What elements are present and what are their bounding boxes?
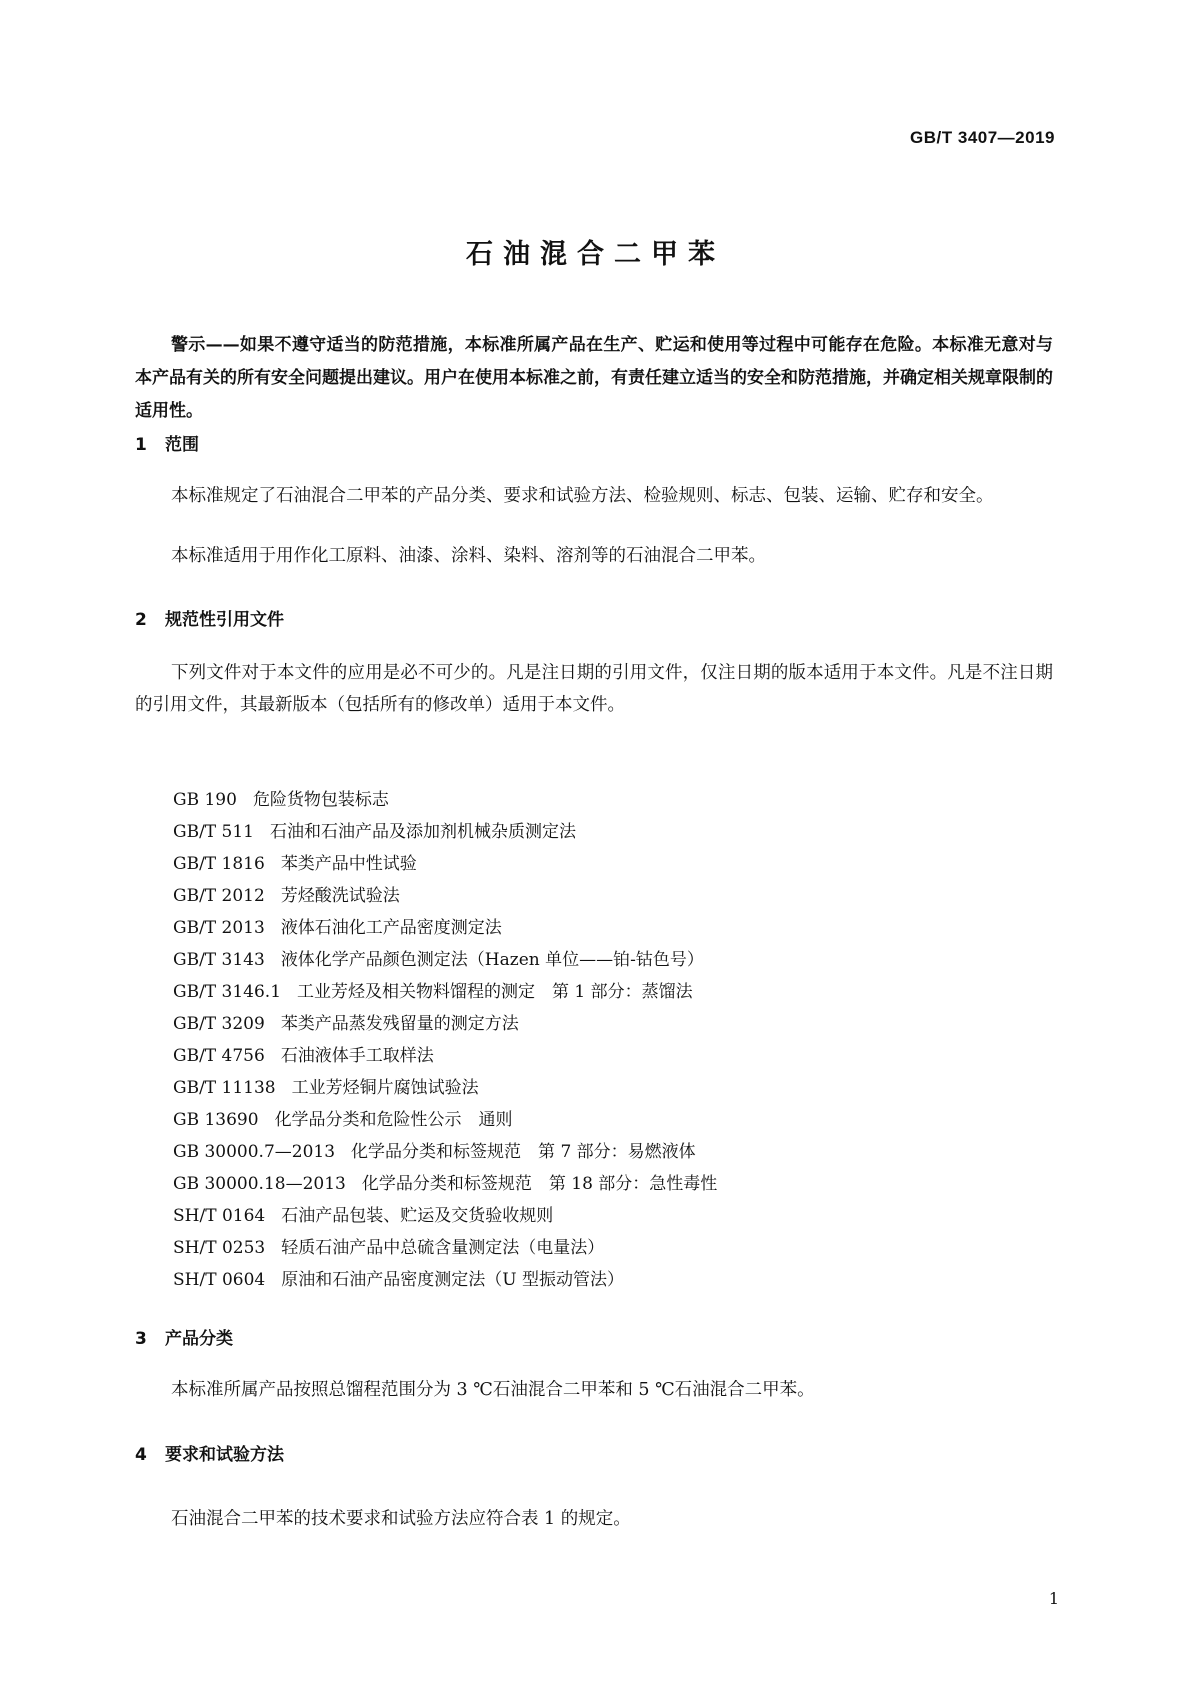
reference-title: 危险货物包装标志 [252, 790, 389, 810]
reference-code: SH/T 0604 [173, 1270, 266, 1290]
classification-paragraph: 本标准所属产品按照总馏程范围分为 3 ℃石油混合二甲苯和 5 ℃石油混合二甲苯。 [171, 1380, 815, 1400]
section-heading-scope [135, 430, 199, 455]
reference-item [173, 848, 717, 880]
requirements-paragraph: 石油混合二甲苯的技术要求和试验方法应符合表 1 的规定。 [171, 1509, 631, 1529]
reference-title: 苯类产品蒸发残留量的测定方法 [280, 1014, 519, 1034]
section-heading-requirements [135, 1440, 284, 1465]
section-number: 2 [135, 610, 147, 630]
reference-code: GB/T 2013 [173, 918, 265, 938]
reference-title: 化学品分类和标签规范 第 18 部分：急性毒性 [361, 1174, 718, 1194]
reference-title: 液体化学产品颜色测定法（Hazen 单位——铂-钴色号） [280, 950, 704, 970]
reference-item [173, 784, 717, 816]
section-heading-normative-references [135, 605, 284, 630]
reference-code: SH/T 0164 [173, 1206, 266, 1226]
reference-title: 轻质石油产品中总硫含量测定法（电量法） [281, 1238, 605, 1258]
reference-title: 苯类产品中性试验 [280, 854, 417, 874]
reference-code: GB/T 1816 [173, 854, 265, 874]
reference-item [173, 1200, 717, 1232]
reference-item [173, 1104, 717, 1136]
page-number: 1 [1048, 1589, 1059, 1608]
reference-item [173, 1168, 717, 1200]
reference-item [173, 1072, 717, 1104]
reference-list [173, 784, 717, 1296]
reference-title: 石油液体手工取样法 [280, 1046, 434, 1066]
reference-code: GB/T 3209 [173, 1014, 265, 1034]
section-number: 3 [135, 1329, 147, 1349]
reference-code: GB/T 4756 [173, 1046, 265, 1066]
scope-paragraph-1: 本标准规定了石油混合二甲苯的产品分类、要求和试验方法、检验规则、标志、包装、运输、贮存和安全。 [171, 486, 994, 506]
reference-title: 化学品分类和危险性公示 通则 [274, 1110, 513, 1130]
reference-item [173, 816, 717, 848]
reference-title: 化学品分类和标签规范 第 7 部分：易燃液体 [351, 1142, 696, 1162]
reference-item [173, 880, 717, 912]
reference-code: GB/T 3146.1 [173, 982, 282, 1002]
reference-code: GB/T 3143 [173, 950, 265, 970]
reference-code: SH/T 0253 [173, 1238, 266, 1258]
section-number: 1 [135, 435, 147, 455]
scope-paragraph-2: 本标准适用于用作化工原料、油漆、涂料、染料、溶剂等的石油混合二甲苯。 [171, 546, 766, 566]
reference-item [173, 944, 717, 976]
section-title: 产品分类 [165, 1329, 233, 1349]
reference-title: 芳烃酸洗试验法 [280, 886, 400, 906]
reference-title: 石油产品包装、贮运及交货验收规则 [281, 1206, 554, 1226]
warning-notice: 警示——如果不遵守适当的防范措施，本标准所属产品在生产、贮运和使用等过程中可能存在危险。本标准无意对与本产品有关的所有安全问题提出建议。用户在使用本标准之前，有责任建立适当的安全和防范措施，并确定相关规章限制的适用性。 [135, 335, 1053, 421]
reference-item [173, 976, 717, 1008]
reference-title: 工业芳烃及相关物料馏程的测定 第 1 部分：蒸馏法 [297, 982, 693, 1002]
section-heading-product-classification [135, 1324, 233, 1349]
reference-code: GB 30000.18—2013 [173, 1174, 346, 1194]
reference-item [173, 1008, 717, 1040]
section-title: 范围 [165, 435, 199, 455]
reference-code: GB/T 11138 [173, 1078, 276, 1098]
reference-code: GB 190 [173, 790, 237, 810]
standard-code: GB/T 3407—2019 [910, 128, 1055, 147]
reference-title: 工业芳烃铜片腐蚀试验法 [291, 1078, 479, 1098]
reference-item [173, 912, 717, 944]
reference-code: GB/T 511 [173, 822, 254, 842]
reference-item [173, 1232, 717, 1264]
reference-title: 原油和石油产品密度测定法（U 型振动管法） [281, 1270, 624, 1290]
reference-code: GB 13690 [173, 1110, 259, 1130]
reference-item [173, 1040, 717, 1072]
reference-title: 石油和石油产品及添加剂机械杂质测定法 [270, 822, 576, 842]
references-intro-paragraph: 下列文件对于本文件的应用是必不可少的。凡是注日期的引用文件，仅注日期的版本适用于本文件。凡是不注日期的引用文件，其最新版本（包括所有的修改单）适用于本文件。 [135, 663, 1053, 715]
section-number: 4 [135, 1445, 147, 1465]
reference-item [173, 1136, 717, 1168]
reference-title: 液体石油化工产品密度测定法 [280, 918, 502, 938]
document-title: 石油混合二甲苯 [466, 239, 725, 270]
reference-item [173, 1264, 717, 1296]
section-title: 规范性引用文件 [165, 610, 284, 630]
reference-code: GB/T 2012 [173, 886, 265, 906]
reference-code: GB 30000.7—2013 [173, 1142, 336, 1162]
section-title: 要求和试验方法 [165, 1445, 284, 1465]
